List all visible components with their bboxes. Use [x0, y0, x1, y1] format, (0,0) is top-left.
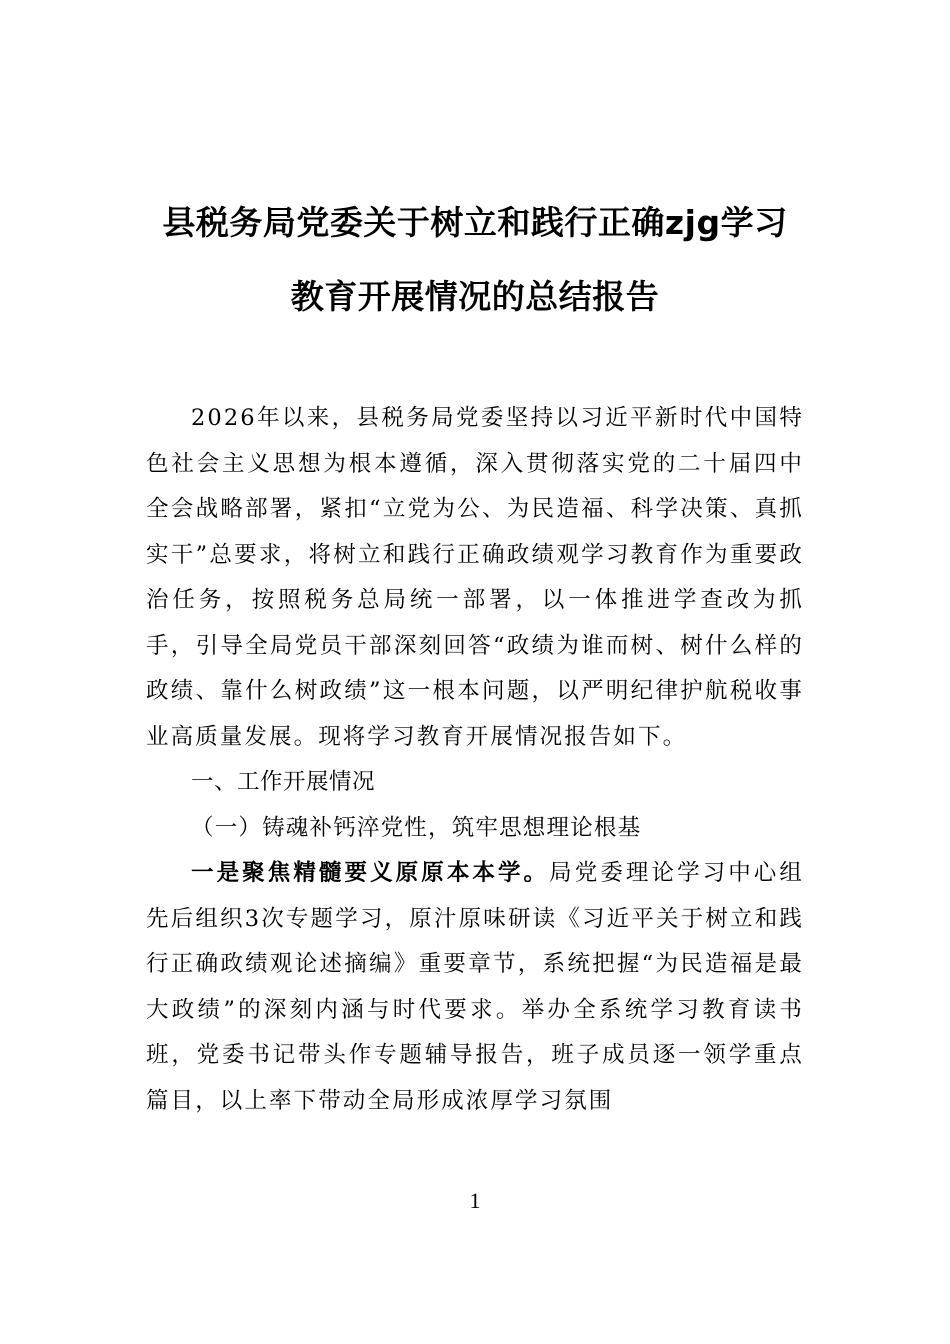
title-line-2: 教育开展情况的总结报告	[290, 277, 660, 316]
paragraph-text: 局党委理论学习中心组先后组织3次专题学习，原汁原味研读《习近平关于树立和践行正确政绩观论述摘编》重要章节，系统把握“为民造福是最大政绩”的深刻内涵与时代要求。举办全系统学习教育读书班，党委书记带头作专题辅导报告，班子成员逐一领学重点篇目，以上率下带动全局形成浓厚学习氛围	[146, 860, 804, 1114]
page-number: 1	[469, 1188, 481, 1213]
paragraph-lead: 一是聚焦精髓要义原原本本学。	[191, 860, 550, 886]
subsection-heading: （一）铸魂补钙淬党性，筑牢思想理论根基	[191, 814, 642, 841]
document-title	[120, 186, 830, 334]
intro-paragraph: 2026年以来，县税务局党委坚持以习近平新时代中国特色社会主义思想为根本遵循，深入贯彻落实党的二十届四中全会战略部署，紧扣“立党为公、为民造福、科学决策、真抓实干”总要求，将树立和践行正确政绩观学习教育作为重要政治任务，按照税务总局统一部署，以一体推进学查改为抓手，引导全局党员干部深刻回答“政绩为谁而树、树什么样的政绩、靠什么树政绩”这一根本问题，以严明纪律护航税收事业高质量发展。现将学习教育开展情况报告如下。	[146, 405, 804, 750]
section-heading: 一、工作开展情况	[191, 769, 376, 795]
title-line-1: 县税务局党委关于树立和践行正确zjg学习	[162, 203, 788, 242]
document-body	[146, 396, 804, 1124]
body-paragraph	[146, 851, 804, 1124]
